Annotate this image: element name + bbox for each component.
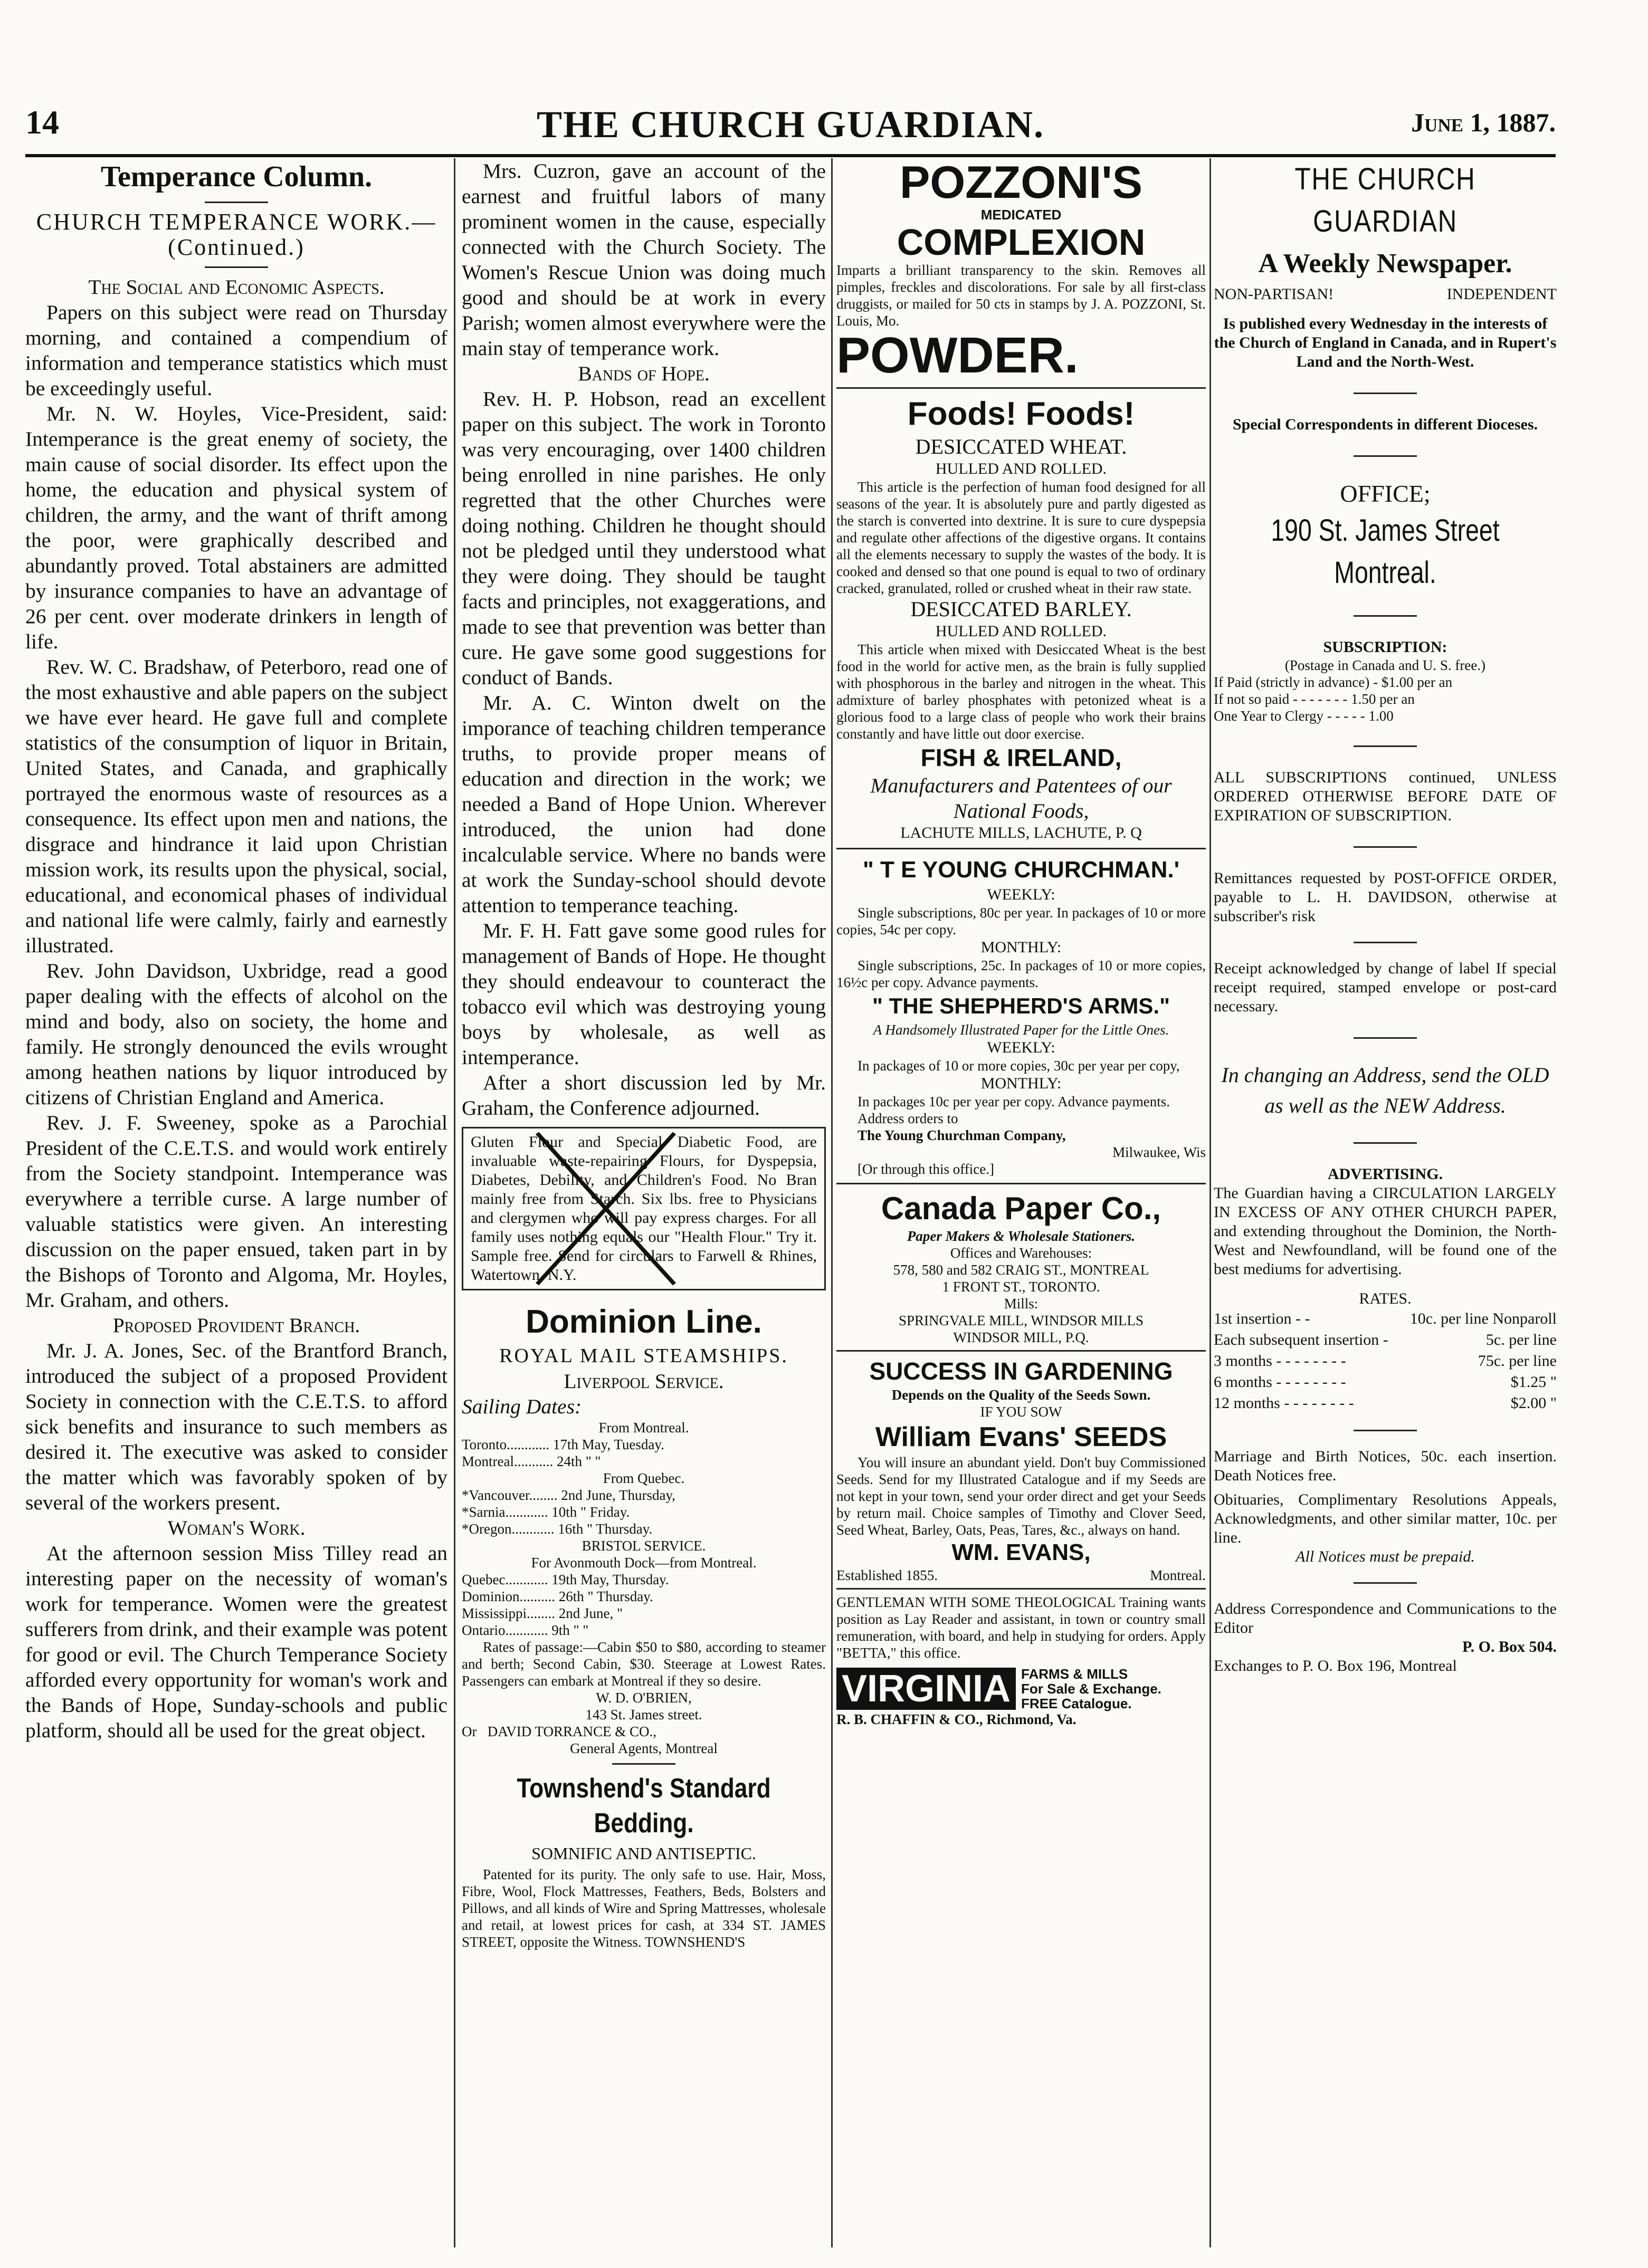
schedule-heading: BRISTOL SERVICE. xyxy=(582,1538,706,1554)
paragraph: Mr. A. C. Winton dwelt on the imporance of teaching children temperance truths, to provide proper means of education and direction in the work; we needed a Band of Hope Union. Wherever introduced, the union had done incalculable service. Where no bands were at work the Sunday-school should devote attention to temperance teaching. xyxy=(462,691,826,917)
free-catalogue: FREE Catalogue. xyxy=(1021,1696,1132,1711)
divider xyxy=(612,1763,675,1765)
rate-row: 3 months - - - - - - - - 75c. per line xyxy=(1214,1352,1557,1370)
paragraph: Mr. F. H. Fatt gave some good rules for management of Bands of Hope. He thought they should endeavour to counteract the tobacco evil which was destroying young boys by wholesale, as well as intemperance. xyxy=(462,919,826,1069)
correspondence: Address Correspondence and Communications to the Editor xyxy=(1214,1600,1557,1637)
divider xyxy=(1354,455,1417,457)
pozzoni-powder: POWDER. xyxy=(836,327,1079,384)
townshend-subtitle: SOMNIFIC AND ANTISEPTIC. xyxy=(531,1844,756,1863)
young-churchman-company: The Young Churchman Company, xyxy=(858,1127,1066,1143)
sailing-schedule xyxy=(462,1419,826,1757)
barley-body: This article when mixed with Desiccated Wheat is the best food in the world for active men, as the brain is fully supplied with phosphorous in the barley and nitrogen in the wheat. This admixture of barley phosphates with petonized wheat is a glorious food to a large class of people who work their brains constantly and have little out door exercise. xyxy=(836,642,1206,742)
paragraph: Mr. J. A. Jones, Sec. of the Brantford Branch, introduced the subject of a proposed Provident Society in connection with the C.E.T.S. to afford sick benefits and insurance to such members as desired it. The executive was asked to consider the matter which was favorably spoken of by several of the workers present. xyxy=(25,1339,447,1514)
paragraph: Rev. H. P. Hobson, read an excellent paper on this subject. The work in Toronto was very encouraging, over 1400 children being enrolled in nine parishes. He only regretted that the other Churches were doing nothing. Children he thought should not be pledged until they understood what they were doing. They should be taught facts and principles, not exaggerations, and made to see that prevention was better than cure. He gave some good suggestions for conduct of Bands. xyxy=(462,387,826,689)
weekly-label: WEEKLY: xyxy=(987,886,1055,903)
wheat-heading: DESICCATED WHEAT. xyxy=(915,435,1127,458)
divider xyxy=(1354,1142,1417,1144)
gentleman-ad: GENTLEMAN WITH SOME THEOLOGICAL Training wants position as Lay Reader and assistant, in town or country small remuneration, with board, and help in studying for orders. Apply "BETTA," this office. xyxy=(836,1594,1206,1661)
young-churchman-weekly: Single subscriptions, 80c per year. In packages of 10 or more copies, 54c per copy. xyxy=(836,905,1206,937)
divider xyxy=(205,266,268,268)
article-subtitle: CHURCH TEMPERANCE WORK.—(Continued.) xyxy=(36,209,437,260)
lachute-address: LACHUTE MILLS, LACHUTE, P. Q xyxy=(900,824,1142,841)
virginia-ad xyxy=(836,1667,1206,1711)
divider xyxy=(205,202,268,203)
paragraph: Mr. N. W. Hoyles, Vice-President, said: Intemperance is the great enemy of society, the main cause of social disorder. Its effect upon the home, the education and physical system of children, the army, and the want of thrift among the poor, were graphically described and abundantly proved. Total abstainers are admitted by insurance companies to have an advantage of 26 per cent. over moderate drinkers in length of life. xyxy=(25,402,447,653)
fish-subtitle: Manufacturers and Patentees of our National Foods, xyxy=(870,774,1172,822)
gluten-flour-ad xyxy=(462,1127,826,1290)
fish-ireland: FISH & IRELAND, xyxy=(920,744,1122,771)
schedule-heading: From Quebec. xyxy=(603,1470,685,1486)
virginia-title: VIRGINIA xyxy=(836,1668,1016,1710)
or-through: [Or through this office.] xyxy=(858,1161,994,1177)
price-not-paid: If not so paid - - - - - - - 1.50 per an xyxy=(1214,691,1415,707)
success-subtitle: Depends on the Quality of the Seeds Sown. xyxy=(891,1387,1151,1403)
milwaukee: Milwaukee, Wis xyxy=(1112,1144,1206,1160)
shepherds-arms-subtitle: A Handsomely Illustrated Paper for the Little Ones. xyxy=(873,1022,1169,1038)
section-heading: Proposed Provident Branch. xyxy=(112,1314,360,1337)
address-orders: Address orders to xyxy=(858,1111,958,1126)
rate-row: 1st insertion - - 10c. per line Nonparoll xyxy=(1214,1310,1557,1327)
subscription-heading: SUBSCRIPTION: xyxy=(1323,638,1447,656)
rates-table xyxy=(1214,1308,1557,1414)
agent-address: General Agents, Montreal xyxy=(570,1740,718,1756)
pozzoni-complexion: COMPLEXION xyxy=(897,222,1146,263)
canada-paper-subtitle: Paper Makers & Wholesale Stationers. xyxy=(907,1228,1136,1244)
divider xyxy=(1354,1582,1417,1584)
change-address-note: In changing an Address, send the OLD as well as the NEW Address. xyxy=(1221,1063,1549,1117)
shepherds-arms-weekly: In packages of 10 or more copies, 30c per year per copy, xyxy=(858,1058,1180,1074)
postage-note: (Postage in Canada and U. S. free.) xyxy=(1284,657,1486,673)
prepaid-note: All Notices must be prepaid. xyxy=(1295,1548,1475,1565)
column-bands-of-hope xyxy=(462,158,826,2247)
divider xyxy=(836,1350,1206,1352)
divider xyxy=(1354,1037,1417,1039)
wheat-body: This article is the perfection of human food designed for all seasons of the year. It is absolutely pure and partly digested as the starch is converted into dextrine. It is sure to cure dyspepsia and regulate other affections of the digestive organs. It contains all the elements necessary to supply the wastes of the body. It is cooked and densed so that one pound is equal to two of ordinary cracked, granulated, rolled or crushed wheat in their raw state. xyxy=(836,479,1206,596)
weekly-label: WEEKLY: xyxy=(987,1039,1055,1056)
canada-address: 578, 580 and 582 CRAIG ST., MONTREAL xyxy=(893,1262,1149,1278)
subscriptions-continued: ALL SUBSCRIPTIONS continued, UNLESS ORDERED OTHERWISE BEFORE DATE OF EXPIRATION OF SUBSCRIPTION. xyxy=(1214,769,1557,824)
office-label: OFFICE; xyxy=(1340,480,1431,507)
rate-row: 12 months - - - - - - - - $2.00 " xyxy=(1214,1394,1557,1412)
section-heading: Woman's Work. xyxy=(167,1516,306,1539)
column-rule xyxy=(454,158,455,2247)
paragraph: Mrs. Cuzron, gave an account of the earnest and fruitful labors of many prominent women in the cause, especially connected with the Church Society. The Women's Rescue Union was doing much good and should be at work in every Parish; women almost everywhere were the main stay of temperance work. xyxy=(462,159,826,360)
price-clergy: One Year to Clergy - - - - - 1.00 xyxy=(1214,708,1394,724)
mills-label: Mills: xyxy=(1004,1296,1039,1312)
evans-seeds-title: William Evans' SEEDS xyxy=(875,1422,1167,1452)
header-rule xyxy=(25,154,1556,157)
schedule-row: *Vancouver........ 2nd June, Thursday, xyxy=(462,1487,675,1503)
remittances: Remittances requested by POST-OFFICE ORDER, payable to L. H. DAVIDSON, otherwise at subscriber's risk xyxy=(1214,869,1557,925)
pozzoni-medicated: MEDICATED xyxy=(980,207,1062,223)
divider xyxy=(1354,745,1417,747)
divider xyxy=(1354,393,1417,394)
or-label: Or DAVID TORRANCE & CO., xyxy=(462,1724,657,1739)
masthead: THE CHURCH GUARDIAN. xyxy=(536,103,1045,146)
divider xyxy=(836,1183,1206,1184)
guardian-weekly: A Weekly Newspaper. xyxy=(1258,248,1512,279)
young-churchman-title: " T E YOUNG CHURCHMAN.' xyxy=(862,857,1180,883)
divider xyxy=(836,1588,1206,1590)
pozzoni-title: POZZONI'S xyxy=(899,158,1143,208)
paragraph: After a short discussion led by Mr. Graham, the Conference adjourned. xyxy=(462,1071,826,1119)
page-header xyxy=(25,103,1556,145)
paragraph: Rev. J. F. Sweeney, spoke as a Parochial President of the C.E.T.S. and would work entirely from the Society standpoint. Intemperance was everywhere a terrible curse. A large number of valuable statistics were given. An interesting discussion on the paper ensued, taken part in by the Bishops of Toronto and Algoma, Mr. Hoyles, Mr. Graham, and others. xyxy=(25,1111,447,1312)
dominion-line-title: Dominion Line. xyxy=(526,1304,762,1340)
paragraph: Rev. W. C. Bradshaw, of Peterboro, read one of the most exhaustive and able papers on the subject we have ever heard. He gave full and complete statistics of the consumption of liquor in Britain, United States, and Canada, and graphically portrayed the enormous waste of resources as a consequence. Its effect upon men and nations, the disgrace and hindrance it laid upon Christian mission work, its results upon the physical, social, educational, and economical phases of individual and national life were calmly, fairly and earnestly illustrated. xyxy=(25,655,447,957)
mills-list: SPRINGVALE MILL, WINDSOR MILLS xyxy=(898,1313,1144,1328)
schedule-heading: For Avonmouth Dock—from Montreal. xyxy=(531,1555,757,1571)
ad-text: Gluten Flour and Special Diabetic Food, are invaluable waste-repairing Flours, for Dyspepsia, Diabetes, Debility, and Children's Food. No Bran mainly free from Starch. Six lbs. free to Physicians and clergymen who will pay express charges. For all family uses nothing equals our "Health Flour." Try it. Sample free. Send for circulars to Farwell & Rhines, Watertown, N.Y. xyxy=(471,1133,817,1284)
guardian-tagline: NON-PARTISAN! INDEPENDENT xyxy=(1214,285,1557,303)
exchanges: Exchanges to P. O. Box 196, Montreal xyxy=(1214,1657,1457,1674)
barley-heading: DESICCATED BARLEY. xyxy=(910,597,1132,621)
rates-heading: RATES. xyxy=(1359,1290,1412,1307)
mills-list: WINDSOR MILL, P.Q. xyxy=(953,1329,1089,1345)
column-rule xyxy=(1209,158,1211,2247)
po-box: P. O. Box 504. xyxy=(1462,1638,1557,1655)
obituaries: Obituaries, Complimentary Resolutions Appeals, Acknowledgments, and other similar matter, 10c. per line. xyxy=(1214,1491,1557,1546)
column-temperance xyxy=(25,158,447,2247)
farms-mills: FARMS & MILLS xyxy=(1021,1666,1128,1682)
canada-offices: Offices and Warehouses: xyxy=(950,1245,1092,1261)
success-gardening-title: SUCCESS IN GARDENING xyxy=(869,1357,1173,1385)
column-advertisements xyxy=(836,158,1206,2247)
agent-name: W. D. O'BRIEN, xyxy=(596,1690,692,1706)
receipt-note: Receipt acknowledged by change of label If special receipt required, stamped envelope or post-card necessary. xyxy=(1214,960,1557,1015)
if-you-sow: IF YOU SOW xyxy=(980,1404,1062,1420)
divider xyxy=(1354,1430,1417,1431)
issue-date: June 1, 1887. xyxy=(1411,108,1556,137)
agent-address: 143 St. James street. xyxy=(585,1707,702,1722)
published-info: Is published every Wednesday in the interests of the Church of England in Canada, and in Rupert's Land and the North-West. xyxy=(1214,315,1557,370)
dominion-subtitle: ROYAL MAIL STEAMSHIPS. xyxy=(499,1345,788,1367)
young-churchman-monthly: Single subscriptions, 25c. In packages of 10 or more copies, 16½c per copy. Advance payments. xyxy=(836,958,1206,990)
monthly-label: MONTHLY: xyxy=(980,1075,1062,1092)
advertising-body: The Guardian having a CIRCULATION LARGELY IN EXCESS OF ANY OTHER CHURCH PAPER, and extending throughout the Dominion, the North-West and Newfoundland, will be found one of the best mediums for advertising. xyxy=(1214,1184,1557,1278)
divider xyxy=(1354,846,1417,848)
shepherds-arms-title: " THE SHEPHERD'S ARMS." xyxy=(872,993,1170,1018)
pozzoni-ad xyxy=(836,158,1206,382)
hulled-label: HULLED AND ROLLED. xyxy=(935,623,1107,640)
page-number: 14 xyxy=(25,103,59,141)
column-rule xyxy=(831,158,833,2247)
divider xyxy=(836,848,1206,849)
chaffin-address: R. B. CHAFFIN & CO., Richmond, Va. xyxy=(836,1711,1077,1727)
shepherds-arms-monthly: In packages 10c per year per copy. Advance payments. xyxy=(858,1094,1170,1109)
schedule-row: Toronto............ 17th May, Tuesday. xyxy=(462,1437,664,1452)
paragraph: At the afternoon session Miss Tilley read an interesting paper on the necessity of woman's work for temperance. Women were the greatest sufferers from drink, and their example was potent for good or evil. The Church Temperance Society afforded every opportunity for woman's work and the Bands of Hope, Sunday-schools and public platform, should all be used for the great object. xyxy=(25,1542,447,1742)
established-row: Established 1855. Montreal. xyxy=(836,1567,1206,1583)
rates-text: Rates of passage:—Cabin $50 to $80, according to steamer and berth; Second Cabin, $30. Steerage at Lowest Rates. Passengers can embark at Montreal if they so desire. xyxy=(462,1639,826,1689)
schedule-row: *Oregon............ 16th " Thursday. xyxy=(462,1521,653,1537)
section-heading: The Social and Economic Aspects. xyxy=(88,275,385,299)
evans-body: You will insure an abundant yield. Don't buy Commissioned Seeds. Send for my Illustrated Catalogue and if my Seeds are not kept in your town, send your order direct and get your Seeds by return mail. Choice samples of Timothy and Clover Seed, Seed Wheat, Barley, Oats, Peas, Tares, &c., always on hand. xyxy=(836,1454,1206,1538)
foods-title: Foods! Foods! xyxy=(907,396,1135,432)
monthly-label: MONTHLY: xyxy=(980,939,1062,956)
divider xyxy=(1354,942,1417,943)
canada-paper-title: Canada Paper Co., xyxy=(881,1191,1161,1226)
advertising-heading: ADVERTISING. xyxy=(1327,1165,1443,1183)
article-title: Temperance Column. xyxy=(100,160,373,193)
column-church-guardian-info xyxy=(1214,158,1557,2247)
schedule-row: Quebec............ 19th May, Thursday. xyxy=(462,1572,669,1587)
sailing-dates-label: Sailing Dates: xyxy=(462,1395,582,1418)
schedule-row: Mississippi........ 2nd June, " xyxy=(462,1605,623,1621)
for-sale: For Sale & Exchange. xyxy=(1021,1681,1161,1697)
section-heading: Bands of Hope. xyxy=(578,362,710,385)
pozzoni-body: Imparts a brilliant transparency to the skin. Removes all pimples, freckles and discolorations. For sale by all first-class druggists, or mailed for 50 cts in stamps by J. A. POZZONI, St. Louis, Mo. xyxy=(836,262,1206,329)
paragraph: Papers on this subject were read on Thursday morning, and contained a compendium of information and temperance statistics which must be exceedingly useful. xyxy=(25,301,447,400)
wm-evans: WM. EVANS, xyxy=(951,1539,1091,1565)
cross-mark-icon xyxy=(532,1128,680,1289)
townshend-body: Patented for its purity. The only safe to use. Hair, Moss, Fibre, Wool, Flock Mattresses, Feathers, Beds, Bolsters and Pillows, and all kinds of Wire and Spring Mattresses, wholesale and retail, at lowest prices for cash, at 334 ST. JAMES STREET, opposite the Witness. TOWNSHEND'S xyxy=(462,1867,826,1950)
dominion-service: Liverpool Service. xyxy=(564,1370,724,1393)
schedule-row: *Sarnia............ 10th " Friday. xyxy=(462,1504,630,1520)
divider xyxy=(1354,615,1417,617)
guardian-title: THE CHURCH GUARDIAN xyxy=(1294,162,1476,238)
virginia-details xyxy=(1021,1667,1161,1711)
schedule-row: Ontario............ 9th " " xyxy=(462,1622,589,1638)
townshend-title: Townshend's Standard Bedding. xyxy=(517,1773,771,1839)
schedule-row: Montreal........... 24th " " xyxy=(462,1453,601,1469)
divider xyxy=(836,387,1206,389)
price-paid: If Paid (strictly in advance) - $1.00 per an xyxy=(1214,674,1453,690)
paragraph: Rev. John Davidson, Uxbridge, read a good paper dealing with the effects of alcohol on the mind and body, also on society, the home and family. He strongly denounced the evils wrought among heathen nations by liquor introduced by citizens of Christian England and America. xyxy=(25,959,447,1109)
marriage-notices: Marriage and Birth Notices, 50c. each insertion. Death Notices free. xyxy=(1214,1448,1557,1484)
canada-address: 1 FRONT ST., TORONTO. xyxy=(942,1279,1100,1295)
office-address: 190 St. James Street Montreal. xyxy=(1271,513,1500,590)
schedule-heading: From Montreal. xyxy=(598,1420,689,1436)
hulled-label: HULLED AND ROLLED. xyxy=(935,460,1107,477)
rate-row: 6 months - - - - - - - - $1.25 " xyxy=(1214,1373,1557,1391)
rate-row: Each subsequent insertion - 5c. per line xyxy=(1214,1331,1557,1348)
schedule-row: Dominion.......... 26th " Thursday. xyxy=(462,1588,653,1604)
special-correspondents: Special Correspondents in different Dioceses. xyxy=(1232,416,1538,433)
